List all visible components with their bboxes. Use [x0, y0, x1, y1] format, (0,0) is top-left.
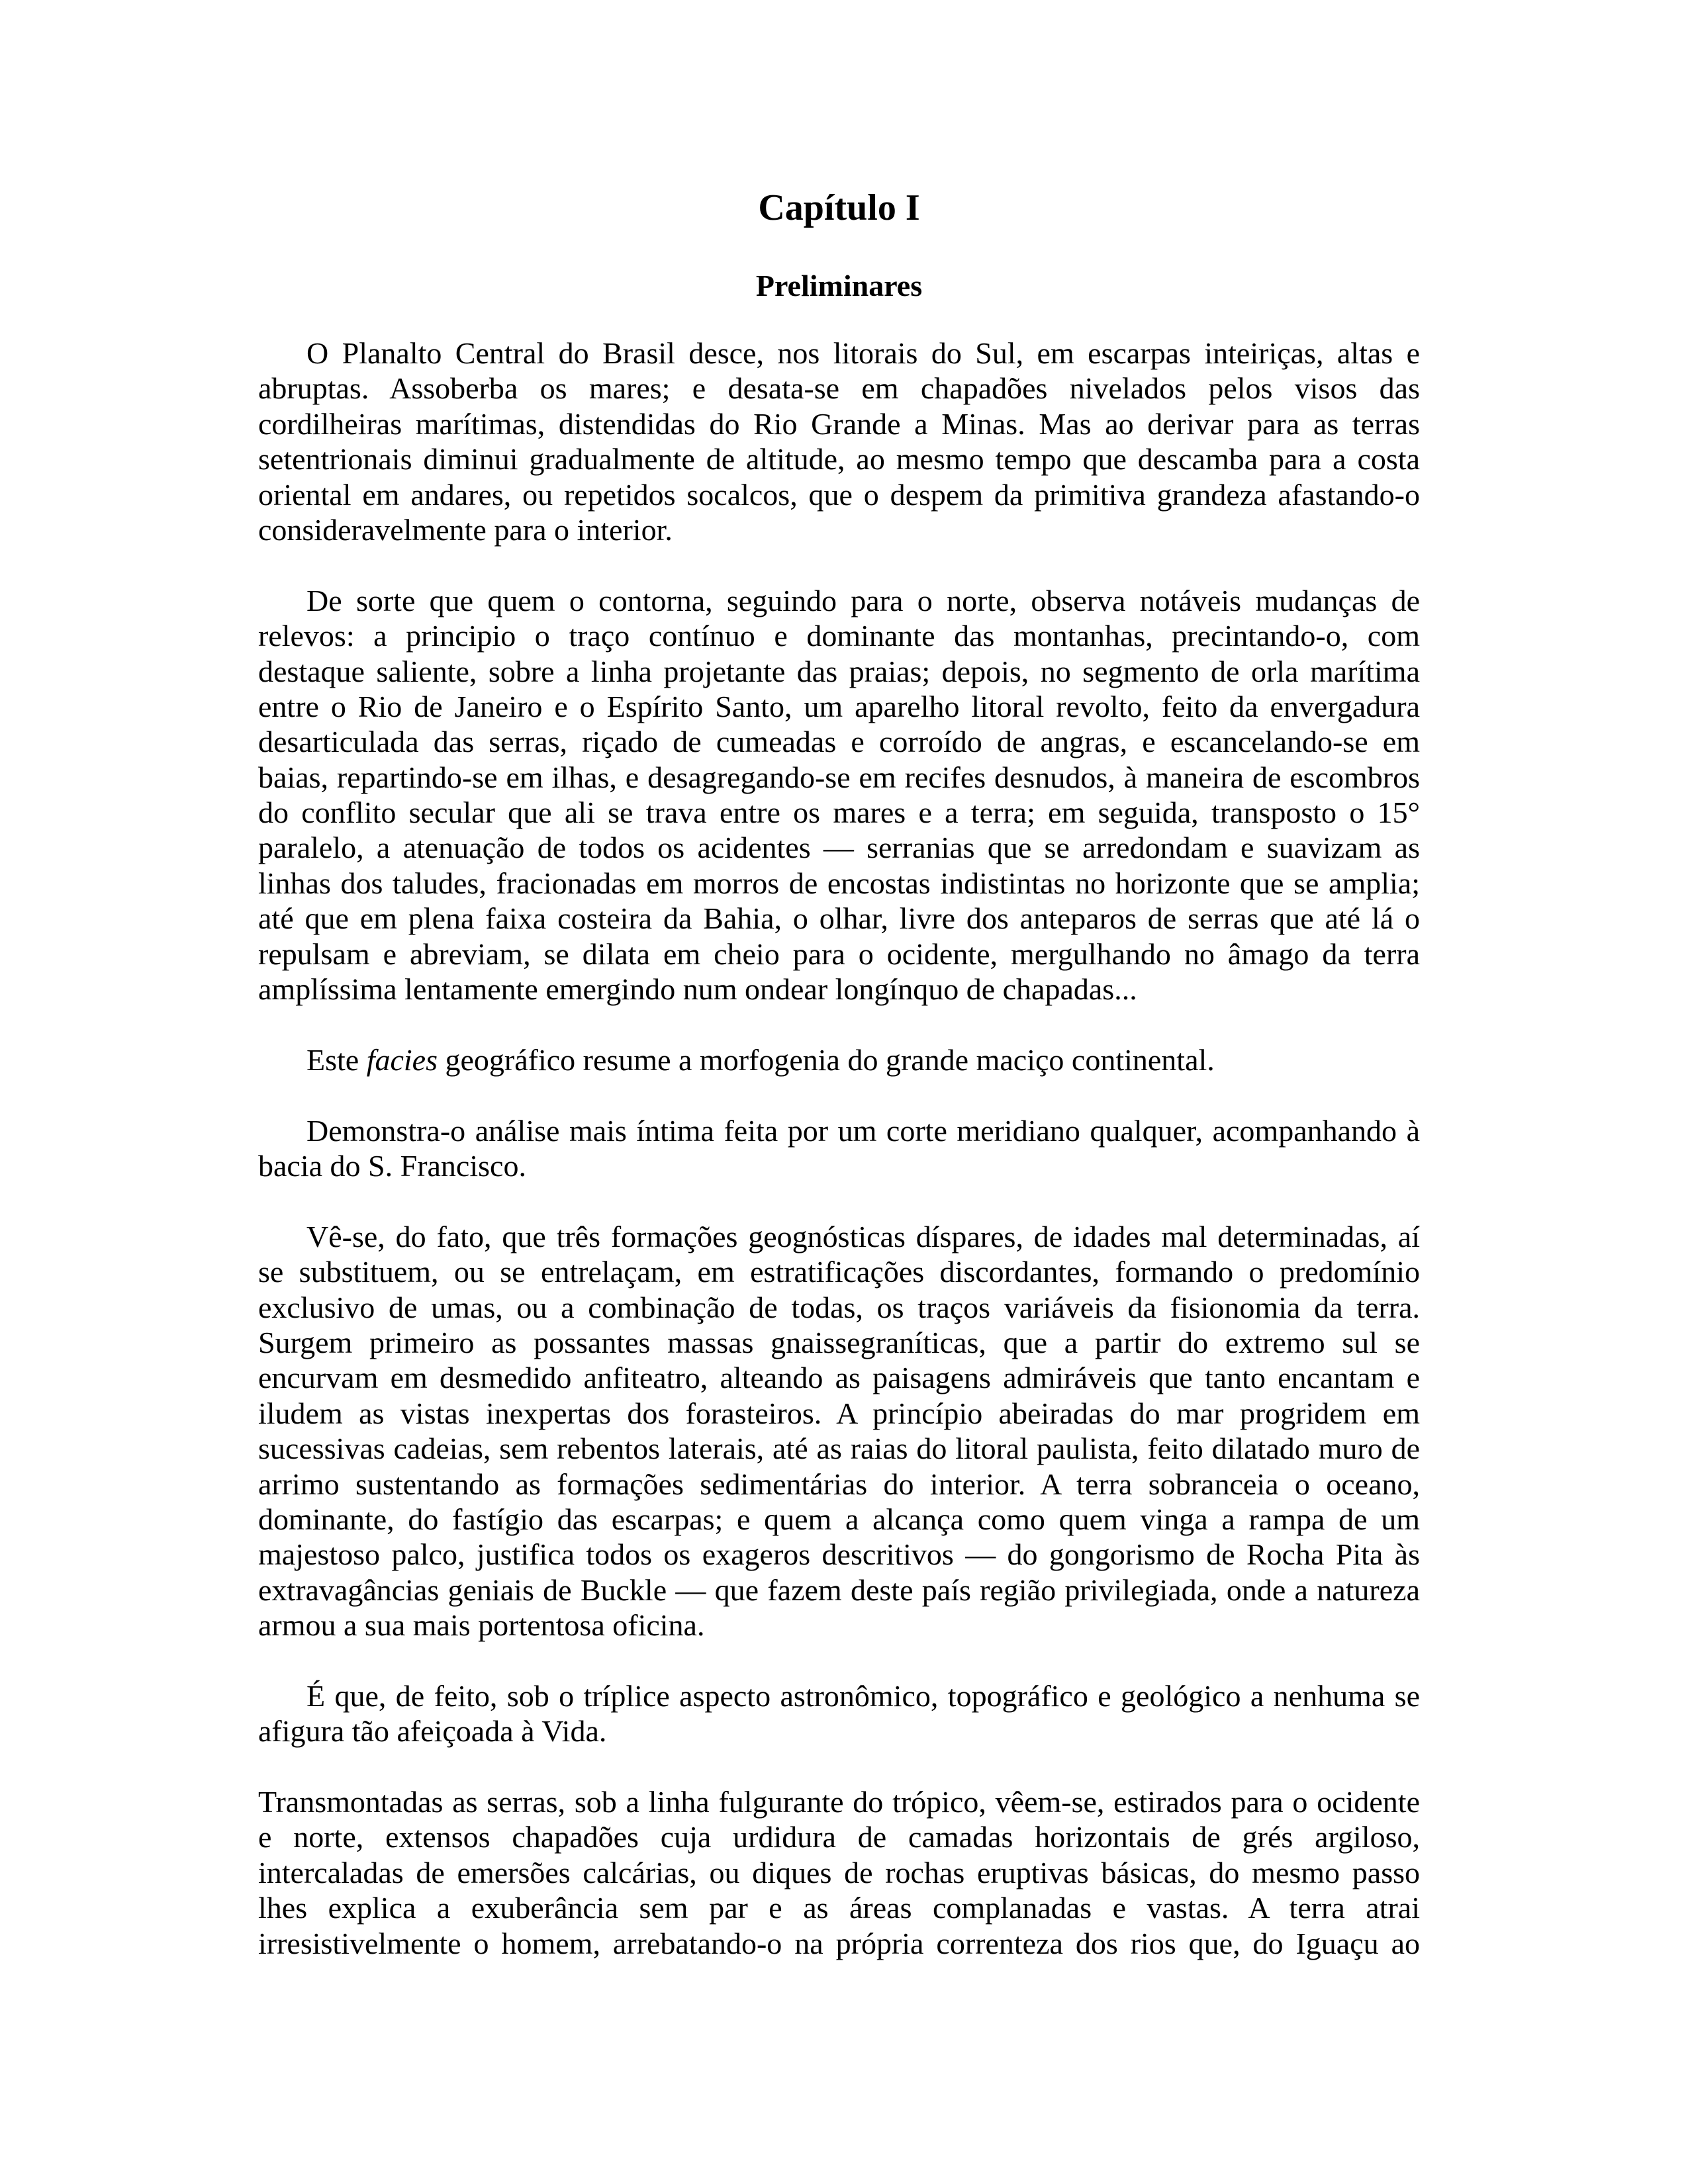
body-line: Vê-se, do fato, que três formações geognósticas díspares, de idades mal determinadas, aí [306, 1219, 1420, 1253]
body-line: consideravelmente para o interior. [258, 512, 673, 547]
body-line: cordilheiras marítimas, distendidas do Rio Grande a Minas. Mas ao derivar para as terras [258, 406, 1420, 441]
chapter-title: Capítulo I [758, 187, 920, 228]
paragraph [258, 1784, 1420, 1961]
body-line: entre o Rio de Janeiro e o Espírito Santo, um aparelho litoral revolto, feito da envergadura [258, 689, 1420, 723]
paragraph [258, 1678, 1420, 1749]
body-line: até que em plena faixa costeira da Bahia, o olhar, livre dos anteparos de serras que até lá o [258, 901, 1420, 936]
body-line: majestoso palco, justifica todos os exageros descritivos — do gongorismo de Rocha Pita às [258, 1537, 1420, 1572]
body-line: sucessivas cadeias, sem rebentos laterais, até as raias do litoral paulista, feito dilatado muro de [258, 1432, 1420, 1466]
body-line: afigura tão afeiçoada à Vida. [258, 1714, 607, 1749]
paragraph [258, 1042, 1420, 1077]
body-line: Transmontadas as serras, sob a linha fulgurante do trópico, vêem-se, estirados para o ocidente [258, 1785, 1420, 1819]
body-line: dominante, do fastígio das escarpas; e quem a alcança como quem vinga a rampa de um [258, 1502, 1420, 1536]
body-line: se substituem, ou se entrelaçam, em estratificações discordantes, formando o predomínio [258, 1255, 1420, 1289]
body-line: abruptas. Assoberba os mares; e desata-se em chapadões nivelados pelos visos das [258, 371, 1420, 406]
body-line: lhes explica a exuberância sem par e as áreas complanadas e vastas. A terra atrai [258, 1891, 1420, 1925]
body-text [258, 336, 1420, 1996]
body-line: intercaladas de emersões calcárias, ou diques de rochas eruptivas básicas, do mesmo passo [258, 1855, 1420, 1889]
body-line: É que, de feito, sob o tríplice aspecto astronômico, topográfico e geológico a nenhuma se [306, 1678, 1420, 1713]
body-line: O Planalto Central do Brasil desce, nos litorais do Sul, em escarpas inteiriças, altas e [306, 336, 1420, 370]
body-line: exclusivo de umas, ou a combinação de todas, os traços variáveis da fisionomia da terra. [258, 1290, 1420, 1324]
text-segment: Este [306, 1042, 367, 1077]
chapter-subtitle: Preliminares [755, 269, 923, 302]
paragraph [258, 336, 1420, 547]
italic-term: facies [366, 1042, 438, 1077]
body-line: setentrionais diminui gradualmente de altitude, ao mesmo tempo que descamba para a costa [258, 442, 1420, 477]
body-line: e norte, extensos chapadões cuja urdidura de camadas horizontais de grés argiloso, [258, 1820, 1420, 1854]
body-line: iludem as vistas inexpertas dos forasteiros. A princípio abeiradas do mar progridem em [258, 1396, 1420, 1430]
body-line: extravagâncias geniais de Buckle — que fazem deste país região privilegiada, onde a natureza [258, 1572, 1420, 1607]
body-line: baias, repartindo-se em ilhas, e desagregando-se em recifes desnudos, à maneira de escombros [258, 760, 1420, 794]
body-line: arrimo sustentando as formações sedimentárias do interior. A terra sobranceia o oceano, [258, 1467, 1420, 1501]
body-line [258, 1042, 1420, 1077]
body-line: desarticulada das serras, riçado de cumeadas e corroído de angras, e escancelando-se em [258, 725, 1420, 759]
body-line: Surgem primeiro as possantes massas gnaissegraníticas, que a partir do extremo sul se [258, 1325, 1420, 1359]
body-line: bacia do S. Francisco. [258, 1148, 526, 1183]
body-line: irresistivelmente o homem, arrebatando-o na própria correnteza dos rios que, do Iguaçu ao [258, 1926, 1420, 1960]
body-line: encurvam em desmedido anfiteatro, alteando as paisagens admiráveis que tanto encantam e [258, 1361, 1420, 1395]
body-line: De sorte que quem o contorna, seguindo para o norte, observa notáveis mudanças de [306, 583, 1420, 617]
body-line: paralelo, a atenuação de todos os acidentes — serranias que se arredondam e suavizam as [258, 831, 1420, 865]
paragraph [258, 583, 1420, 1007]
paragraph [258, 1219, 1420, 1643]
body-line: Demonstra-o análise mais íntima feita por um corte meridiano qualquer, acompanhando à [306, 1113, 1420, 1148]
body-line: oriental em andares, ou repetidos socalcos, que o despem da primitiva grandeza afastando-o [258, 477, 1420, 512]
paragraph [258, 1113, 1420, 1184]
body-line: amplíssima lentamente emergindo num ondear longínquo de chapadas... [258, 972, 1137, 1007]
body-line: repulsam e abreviam, se dilata em cheio para o ocidente, mergulhando no âmago da terra [258, 936, 1420, 971]
body-line: do conflito secular que ali se trava entre os mares e a terra; em seguida, transposto o 15° [258, 796, 1420, 830]
body-line: armou a sua mais portentosa oficina. [258, 1608, 705, 1643]
body-line: relevos: a principio o traço contínuo e dominante das montanhas, precintando-o, com [258, 619, 1420, 653]
body-line: destaque saliente, sobre a linha projetante das praias; depois, no segmento de orla marítima [258, 654, 1420, 688]
body-line: linhas dos taludes, fracionadas em morros de encostas indistintas no horizonte que se amplia; [258, 866, 1420, 900]
text-segment: geográfico resume a morfogenia do grande maciço continental. [438, 1042, 1215, 1077]
